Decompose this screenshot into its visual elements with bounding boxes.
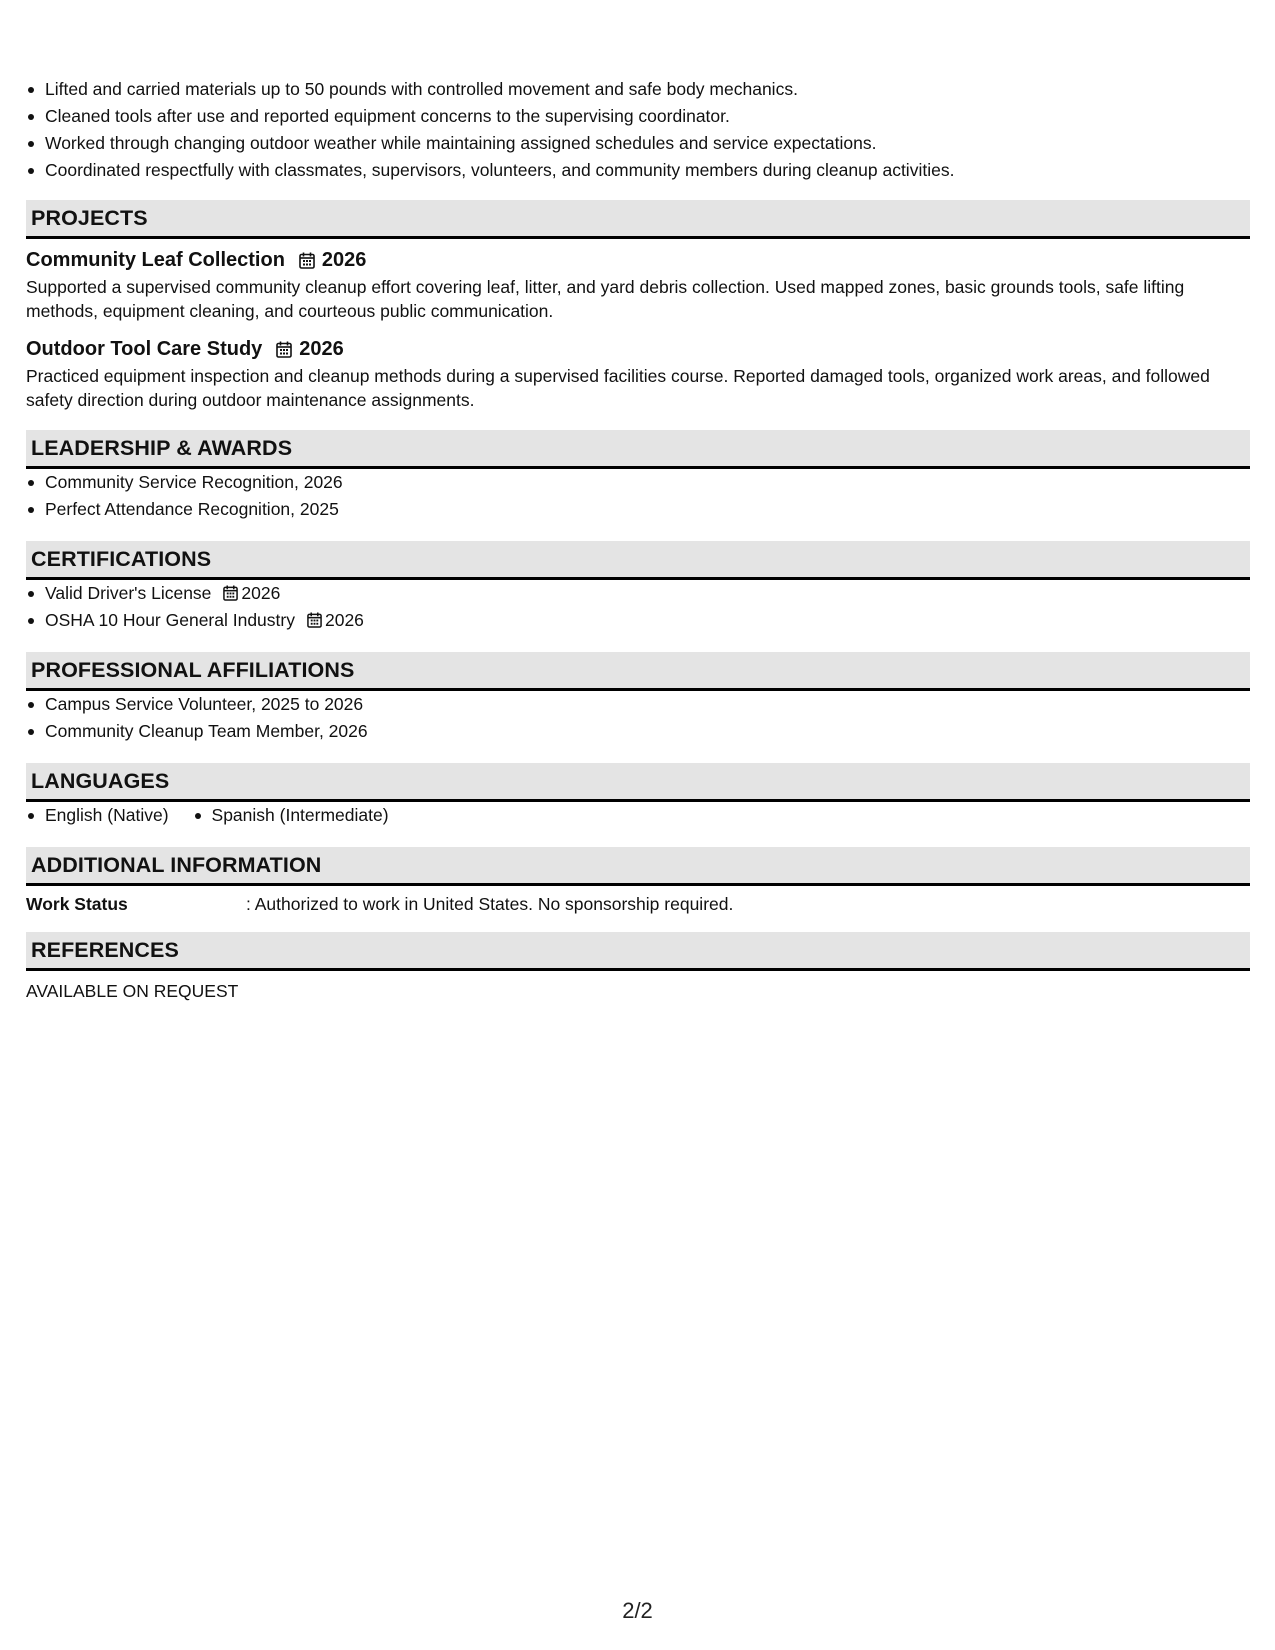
- section-heading-languages: LANGUAGES: [26, 763, 1250, 802]
- section-heading-certifications: CERTIFICATIONS: [26, 541, 1250, 580]
- leadership-list: [26, 469, 1250, 523]
- work-status-row: [26, 891, 1250, 917]
- calendar-icon: [299, 252, 315, 269]
- project-description: Practiced equipment inspection and cleanup methods during a supervised facilities course. Reported damaged tools, organized work areas, and followed safety direction during outdoor maintenance assignments.: [26, 366, 1210, 410]
- project-year: 2026: [299, 337, 344, 360]
- section-heading-projects: PROJECTS: [26, 200, 1250, 239]
- project-title: Outdoor Tool Care Study: [26, 337, 263, 360]
- resume-page: [26, 76, 1250, 1004]
- languages-list: [26, 802, 1250, 829]
- project-title-row: [26, 334, 1250, 364]
- list-item: Perfect Attendance Recognition, 2025: [44, 496, 1250, 523]
- project-item: [26, 334, 1250, 412]
- list-item: Community Service Recognition, 2026: [44, 469, 1250, 496]
- references-text: AVAILABLE ON REQUEST: [26, 981, 239, 1001]
- section-heading-references: REFERENCES: [26, 932, 1250, 971]
- calendar-icon: [307, 612, 322, 628]
- affiliations-list: [26, 691, 1250, 745]
- certification-name: OSHA 10 Hour General Industry: [45, 610, 295, 630]
- language-item: English (Native): [44, 802, 169, 829]
- list-item: Cleaned tools after use and reported equipment concerns to the supervising coordinator.: [44, 103, 1250, 130]
- project-title-row: [26, 245, 1250, 275]
- calendar-icon: [276, 341, 292, 358]
- certification-year: 2026: [241, 583, 281, 603]
- certification-item: [44, 607, 1250, 634]
- language-item: Spanish (Intermediate): [211, 802, 389, 829]
- list-item: Worked through changing outdoor weather while maintaining assigned schedules and service expectations.: [44, 130, 1250, 157]
- section-heading-affiliations: PROFESSIONAL AFFILIATIONS: [26, 652, 1250, 691]
- work-status-label: Work Status: [26, 894, 128, 914]
- section-heading-leadership: LEADERSHIP & AWARDS: [26, 430, 1250, 469]
- project-item: [26, 245, 1250, 323]
- project-description: Supported a supervised community cleanup effort covering leaf, litter, and yard debris collection. Used mapped zones, basic grounds tools, safe lifting methods, equipment cleaning, and courteous public communication.: [26, 277, 1185, 321]
- list-item: Lifted and carried materials up to 50 pounds with controlled movement and safe body mechanics.: [44, 76, 1250, 103]
- list-item: Community Cleanup Team Member, 2026: [44, 718, 1250, 745]
- list-item: Campus Service Volunteer, 2025 to 2026: [44, 691, 1250, 718]
- list-item: Coordinated respectfully with classmates, supervisors, volunteers, and community members during cleanup activities.: [44, 157, 1250, 184]
- experience-bullet-list: [26, 76, 1250, 184]
- certification-name: Valid Driver's License: [45, 583, 212, 603]
- projects-section: [26, 245, 1250, 412]
- section-heading-additional: ADDITIONAL INFORMATION: [26, 847, 1250, 886]
- certification-year: 2026: [324, 610, 364, 630]
- calendar-icon: [223, 585, 238, 601]
- certifications-list: [26, 580, 1250, 634]
- work-status-value: : Authorized to work in United States. No sponsorship required.: [246, 894, 734, 914]
- project-title: Community Leaf Collection: [26, 248, 285, 271]
- certification-item: [44, 580, 1250, 607]
- project-year: 2026: [321, 248, 367, 271]
- page-number: 2/2: [622, 1598, 653, 1623]
